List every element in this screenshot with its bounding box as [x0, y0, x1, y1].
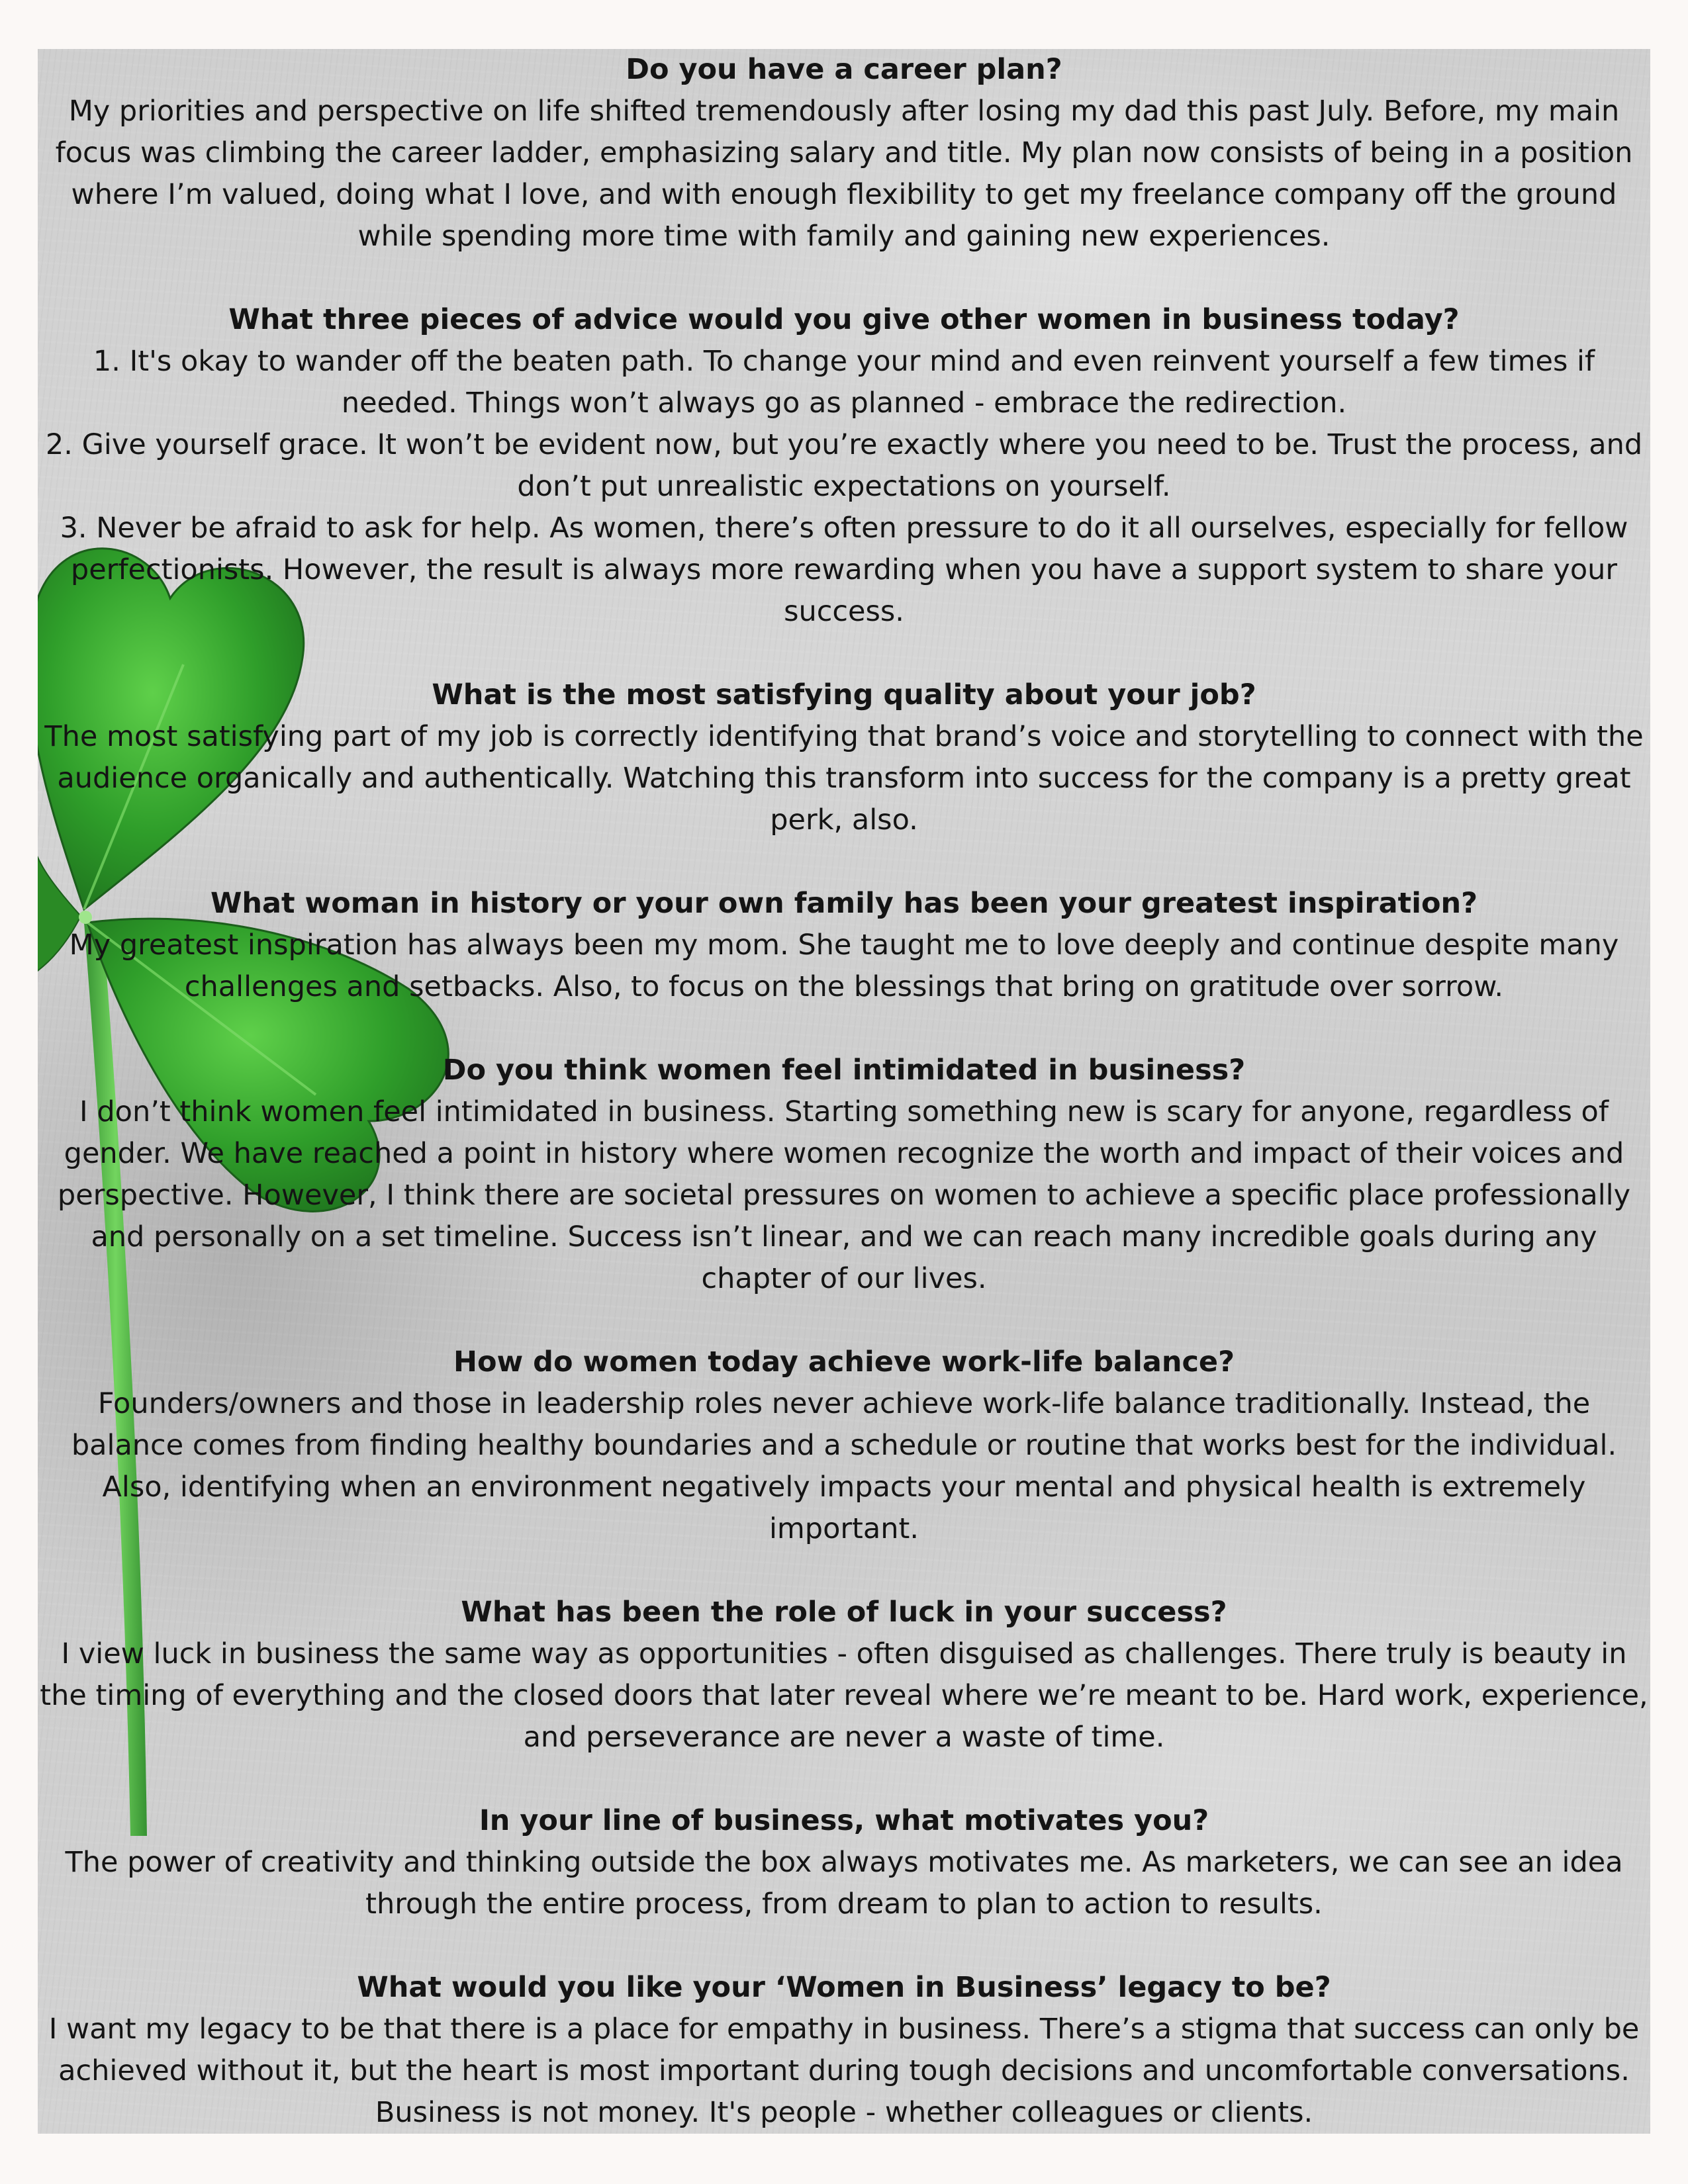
answer-paragraph: I want my legacy to be that there is a place for empathy in business. There’s a stigma that success can only be achieved without it, but the heart is most important during tough decisions and uncomfortable conversations. Business is not money. It's people - whether colleagues or clients.: [48, 2013, 1640, 2129]
advice-number: 1.: [93, 345, 120, 378]
question-heading: Do you have a career plan?: [626, 53, 1062, 86]
question-heading: What three pieces of advice would you give other women in business today?: [228, 303, 1460, 336]
advice-list: [38, 341, 1650, 633]
advice-number: 2.: [45, 428, 73, 461]
answer-paragraph: The power of creativity and thinking outside the box always motivates me. As marketers, we can see an idea through the entire process, from dream to plan to action to results.: [65, 1846, 1623, 1921]
question-heading: What is the most satisfying quality about your job?: [432, 678, 1256, 711]
qa-section: [38, 674, 1650, 841]
interview-text: [38, 49, 1650, 2134]
advice-text: Give yourself grace. It won’t be evident now, but you’re exactly where you need to be. Trust the process, and don’t put unrealistic expectations on yourself.: [81, 428, 1643, 503]
answer-paragraph: I view luck in business the same way as opportunities - often disguised as challenges. There truly is beauty in the timing of everything and the closed doors that later reveal where we’re meant to be. Hard work, experience, and perseverance are never a waste of time.: [40, 1637, 1648, 1754]
qa-section: [38, 1967, 1650, 2134]
qa-section: [38, 1342, 1650, 1550]
answer-paragraph: The most satisfying part of my job is correctly identifying that brand’s voice and storytelling to connect with the audience organically and authentically. Watching this transform into success for the company is a pretty great perk, also.: [44, 720, 1644, 837]
answer-paragraph: My priorities and perspective on life shifted tremendously after losing my dad this past July. Before, my main focus was climbing the career ladder, emphasizing salary and title. My plan now consists of being in a position where I’m valued, doing what I love, and with enough flexibility to get my freelance company off the ground while spending more time with family and gaining new experiences.: [55, 95, 1633, 253]
advice-text: Never be afraid to ask for help. As women, there’s often pressure to do it all ourselves, especially for fellow perfectionists. However, the result is always more rewarding when you have a support system to share your success.: [70, 512, 1628, 628]
advice-item: [38, 424, 1650, 508]
answer-paragraph: Founders/owners and those in leadership roles never achieve work-life balance traditionally. Instead, the balance comes from finding healthy boundaries and a schedule or routine that works best for the individual. Also, identifying when an environment negatively impacts your mental and physical health is extremely important.: [71, 1387, 1617, 1545]
qa-section: [38, 883, 1650, 1008]
advice-item: [38, 508, 1650, 633]
question-heading: What woman in history or your own family has been your greatest inspiration?: [210, 887, 1478, 920]
question-heading: What would you like your ‘Women in Business’ legacy to be?: [357, 1971, 1331, 2004]
answer-paragraph: My greatest inspiration has always been my mom. She taught me to love deeply and continue despite many challenges and setbacks. Also, to focus on the blessings that bring on gratitude over sorrow.: [69, 929, 1619, 1003]
qa-section: [38, 1800, 1650, 1925]
qa-section: [38, 49, 1650, 257]
advice-item: [38, 341, 1650, 424]
question-heading: What has been the role of luck in your success?: [461, 1596, 1227, 1629]
advice-text: It's okay to wander off the beaten path. To change your mind and even reinvent yourself a few times if needed. Things won’t always go as planned - embrace the redirection.: [129, 345, 1595, 420]
qa-section: [38, 1050, 1650, 1300]
qa-section: [38, 1592, 1650, 1758]
question-heading: How do women today achieve work-life balance?: [453, 1345, 1235, 1379]
answer-paragraph: I don’t think women feel intimidated in business. Starting something new is scary for anyone, regardless of gender. We have reached a point in history where women recognize the worth and impact of their voices and perspective. However, I think there are societal pressures on women to achieve a specific place professionally and personally on a set timeline. Success isn’t linear, and we can reach many incredible goals during any chapter of our lives.: [57, 1095, 1631, 1295]
question-heading: In your line of business, what motivates you?: [479, 1804, 1209, 1837]
textured-background-panel: [38, 49, 1650, 2134]
qa-section: [38, 299, 1650, 633]
advice-number: 3.: [60, 512, 87, 545]
question-heading: Do you think women feel intimidated in business?: [442, 1054, 1246, 1087]
